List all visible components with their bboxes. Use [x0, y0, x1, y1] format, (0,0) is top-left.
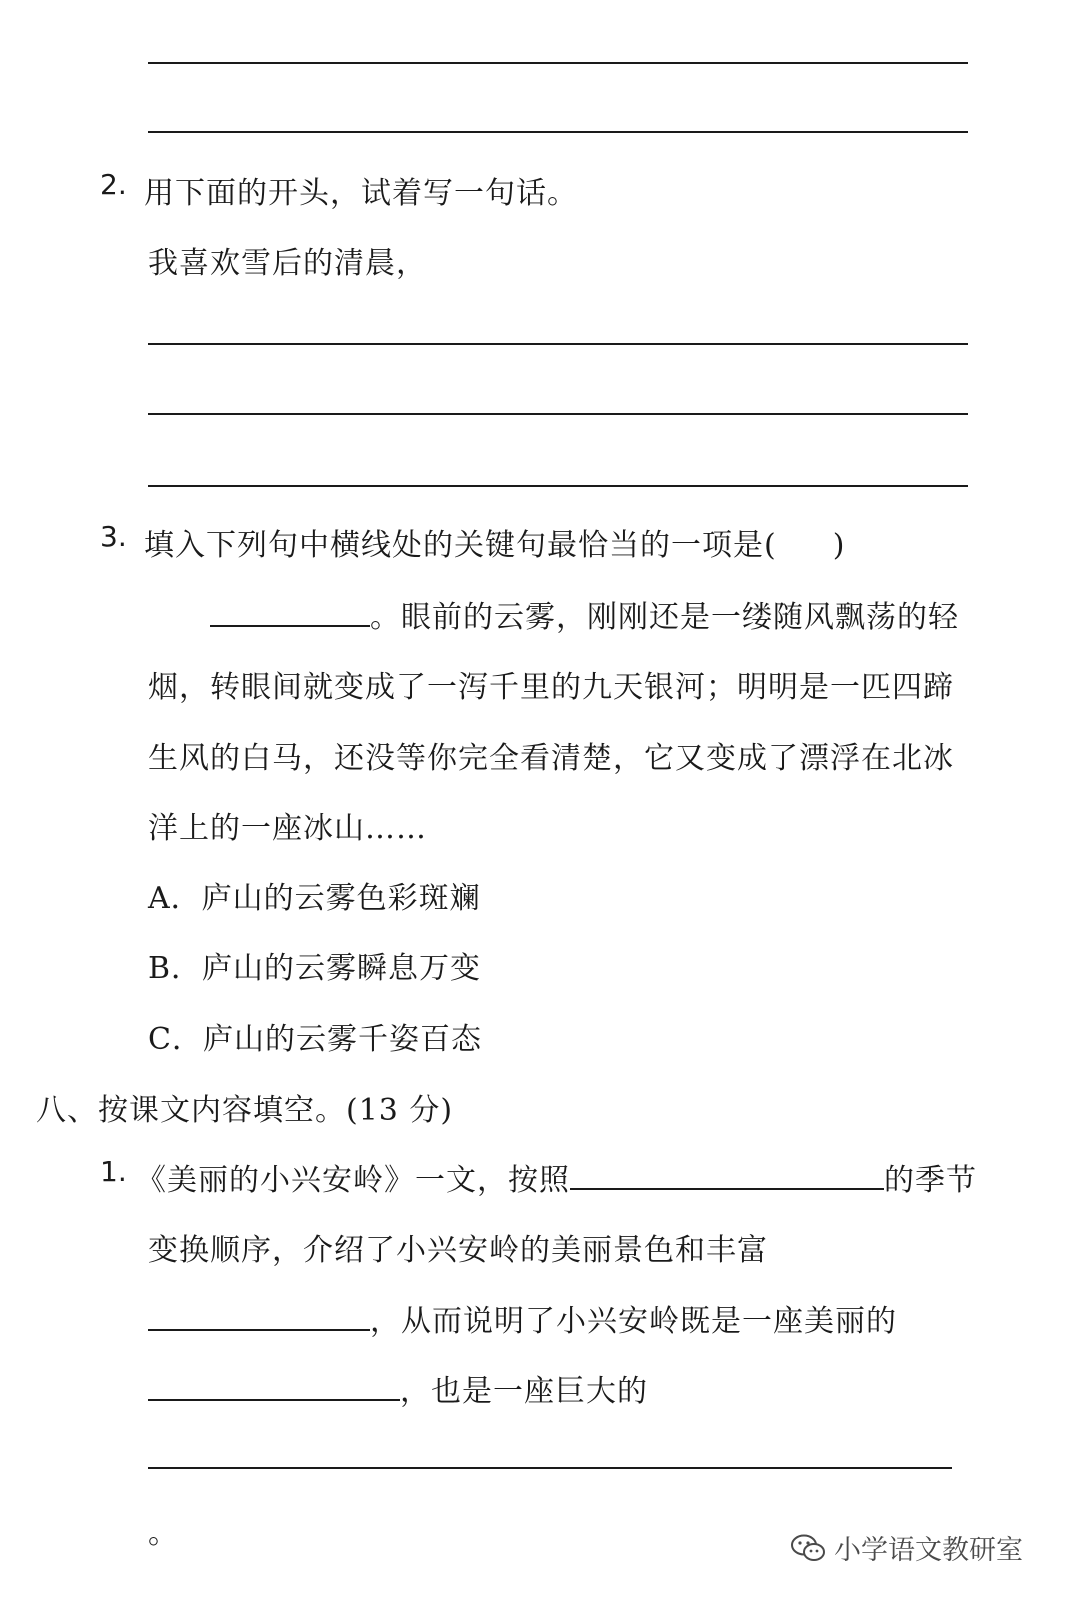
- wechat-icon: [790, 1533, 826, 1563]
- question-number: 3.: [100, 520, 127, 553]
- section-heading: 八、按课文内容填空。(13 分): [36, 1093, 454, 1128]
- fill-line: 变换顺序，介绍了小兴安岭的美丽景色和丰富: [148, 1233, 768, 1268]
- fill-blank[interactable]: [210, 595, 370, 627]
- question-number: 2.: [100, 168, 127, 201]
- passage-line: 生风的白马，还没等你完全看清楚，它又变成了漂浮在北冰: [148, 741, 954, 776]
- fill-blank[interactable]: [148, 1369, 400, 1401]
- question-prompt: [144, 520, 845, 564]
- question-prompt: 用下面的开头，试着写一句话。: [144, 176, 578, 211]
- prompt-text: 填入下列句中横线处的关键句最恰当的一项是(: [144, 528, 777, 563]
- watermark-text: 小学语文教研室: [834, 1535, 1023, 1566]
- passage-line: 洋上的一座冰山……: [148, 811, 427, 846]
- passage-text: 。眼前的云雾，刚刚还是一缕随风飘荡的轻: [370, 600, 959, 635]
- sentence-starter: 我喜欢雪后的清晨，: [148, 246, 427, 281]
- watermark: [790, 1528, 1023, 1567]
- option-b[interactable]: B．庐山的云雾瞬息万变: [148, 951, 482, 986]
- passage-line: [210, 592, 959, 636]
- fill-line: [148, 1296, 897, 1340]
- fill-text: 《美丽的小兴安岭》一文，按照: [136, 1163, 570, 1198]
- fill-text: ，从而说明了小兴安岭既是一座美丽的: [370, 1304, 897, 1339]
- answer-line: [148, 131, 968, 133]
- answer-line: [148, 343, 968, 345]
- fill-blank[interactable]: [148, 1299, 370, 1331]
- prompt-close-paren: ): [832, 528, 846, 563]
- option-c[interactable]: C．庐山的云雾千姿百态: [148, 1022, 482, 1057]
- fill-line: 。: [148, 1516, 179, 1551]
- answer-line: [148, 413, 968, 415]
- fill-text: ，也是一座巨大的: [400, 1374, 648, 1409]
- fill-line: [136, 1155, 977, 1199]
- option-a[interactable]: A．庐山的云雾色彩斑斓: [148, 881, 481, 916]
- fill-text: 的季节: [884, 1163, 977, 1198]
- fill-blank[interactable]: [570, 1158, 884, 1190]
- answer-line: [148, 62, 968, 64]
- question-number: 1.: [100, 1155, 127, 1188]
- answer-line: [148, 485, 968, 487]
- fill-blank[interactable]: [148, 1467, 952, 1469]
- passage-line: 烟，转眼间就变成了一泻千里的九天银河；明明是一匹四蹄: [148, 670, 954, 705]
- fill-line: [148, 1366, 648, 1410]
